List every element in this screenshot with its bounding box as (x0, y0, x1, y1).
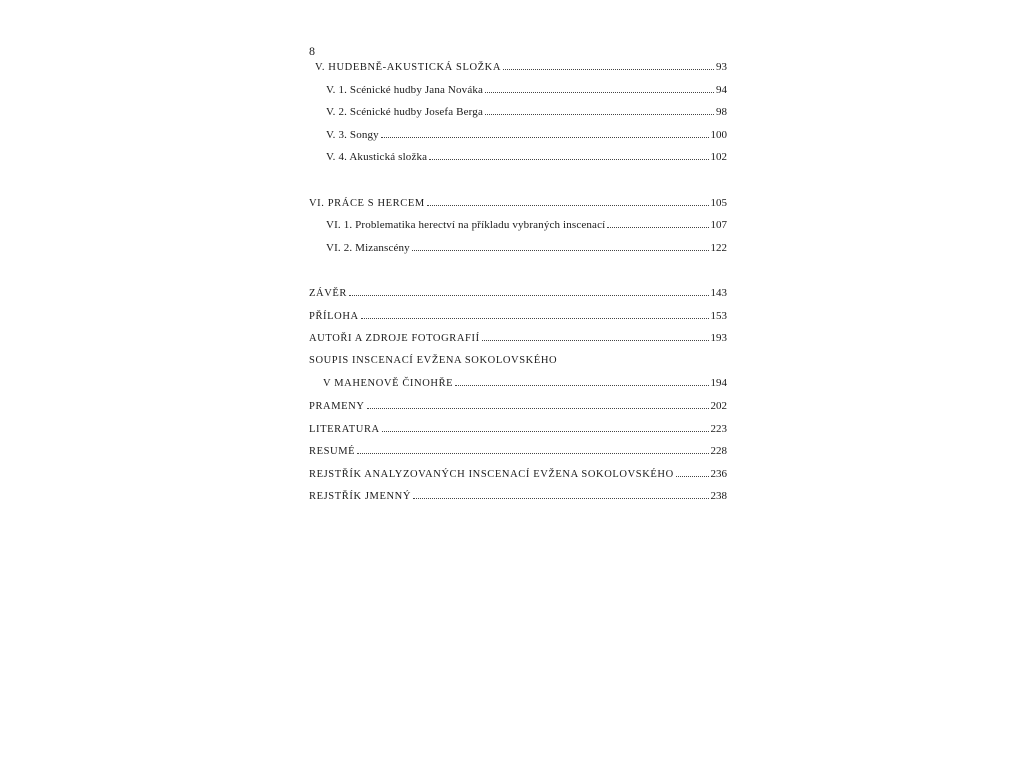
toc-entry-vi-2[interactable] (309, 242, 727, 265)
dot-leader (485, 92, 714, 93)
toc-entry-v-1[interactable] (309, 84, 727, 107)
toc-entry-v-3[interactable] (309, 129, 727, 152)
toc-entry-soupis-cont[interactable] (309, 377, 727, 400)
toc-entry-page: 193 (710, 332, 727, 345)
dot-leader (429, 159, 708, 160)
dot-leader (455, 385, 708, 386)
toc-entry-section-v[interactable] (309, 61, 727, 84)
toc-entry-page: 105 (710, 196, 727, 209)
toc-entry-page: 93 (716, 61, 727, 73)
toc-entry-title: PRAMENY (309, 400, 365, 412)
toc-entry-page: 122 (710, 241, 727, 254)
toc-entry-zaver[interactable] (309, 287, 727, 310)
dot-leader (427, 205, 709, 206)
toc-entry-page: 102 (710, 151, 727, 164)
toc-entry-title: VI. PRÁCE S HERCEM (309, 197, 425, 209)
toc-entry-page: 107 (710, 219, 727, 232)
toc-entry-page: 194 (710, 377, 727, 390)
toc-entry-title: V. 1. Scénické hudby Jana Nováka (326, 83, 484, 96)
toc-entry-title: RESUMÉ (309, 446, 356, 458)
table-of-contents (309, 61, 727, 513)
toc-entry-title: V. 2. Scénické hudby Josefa Berga (326, 106, 483, 119)
toc-entry-title: SOUPIS INSCENACÍ EVŽENA SOKOLOVSKÉHO (309, 354, 558, 366)
toc-entry-title: REJSTŘÍK ANALYZOVANÝCH INSCENACÍ EVŽENA SOKOLOVSKÉHO (309, 468, 674, 480)
toc-entry-rejstrik-inscenaci[interactable] (309, 468, 727, 491)
toc-entry-resume[interactable] (309, 445, 727, 468)
toc-entry-v-4[interactable] (309, 151, 727, 174)
dot-leader (413, 498, 708, 499)
dot-leader (503, 69, 714, 70)
toc-entry-title: REJSTŘÍK JMENNÝ (309, 491, 412, 503)
dot-leader (607, 227, 708, 228)
toc-entry-title: ZÁVĚR (309, 287, 347, 299)
toc-entry-page: 98 (716, 106, 727, 119)
toc-entry-priloha[interactable] (309, 310, 727, 333)
toc-entry-page: 202 (710, 399, 727, 412)
toc-entry-page: 100 (710, 128, 727, 141)
dot-leader (349, 295, 709, 296)
toc-entry-rejstrik-jmenny[interactable] (309, 490, 727, 513)
toc-entry-title: V. 4. Akustická složka (326, 151, 428, 164)
dot-leader (357, 453, 708, 454)
toc-entry-title: V. 3. Songy (326, 128, 379, 141)
dot-leader (381, 137, 709, 138)
section-spacer (309, 264, 727, 287)
toc-entry-page: 228 (710, 445, 727, 458)
dot-leader (367, 408, 709, 409)
dot-leader (382, 431, 709, 432)
dot-leader (676, 476, 709, 477)
dot-leader (361, 318, 709, 319)
toc-entry-title: VI. 2. Mizanscény (326, 241, 410, 254)
toc-entry-vi-1[interactable] (309, 219, 727, 242)
dot-leader (482, 340, 709, 341)
toc-entry-section-vi[interactable] (309, 197, 727, 220)
toc-entry-title: LITERATURA (309, 423, 380, 435)
toc-entry-page: 238 (710, 490, 727, 503)
toc-entry-page: 223 (710, 422, 727, 435)
toc-entry-page: 153 (710, 309, 727, 322)
toc-entry-soupis[interactable] (309, 355, 727, 378)
toc-entry-v-2[interactable] (309, 106, 727, 129)
toc-entry-title: PŘÍLOHA (309, 310, 359, 322)
page-number: 8 (309, 44, 315, 58)
toc-entry-page: 143 (710, 286, 727, 299)
toc-entry-title: V MAHENOVĚ ČINOHŘE (323, 378, 454, 390)
toc-entry-title: VI. 1. Problematika herectví na příkladu vybraných inscenací (326, 219, 606, 232)
toc-entry-autori[interactable] (309, 332, 727, 355)
dot-leader (485, 114, 714, 115)
toc-entry-literatura[interactable] (309, 423, 727, 446)
section-spacer (309, 174, 727, 197)
toc-entry-title: AUTOŘI A ZDROJE FOTOGRAFIÍ (309, 333, 480, 345)
toc-entry-prameny[interactable] (309, 400, 727, 423)
dot-leader (412, 250, 709, 251)
toc-entry-title: V. HUDEBNĚ-AKUSTICKÁ SLOŽKA (315, 62, 502, 73)
toc-entry-page: 236 (710, 467, 727, 480)
toc-entry-page: 94 (716, 83, 727, 96)
